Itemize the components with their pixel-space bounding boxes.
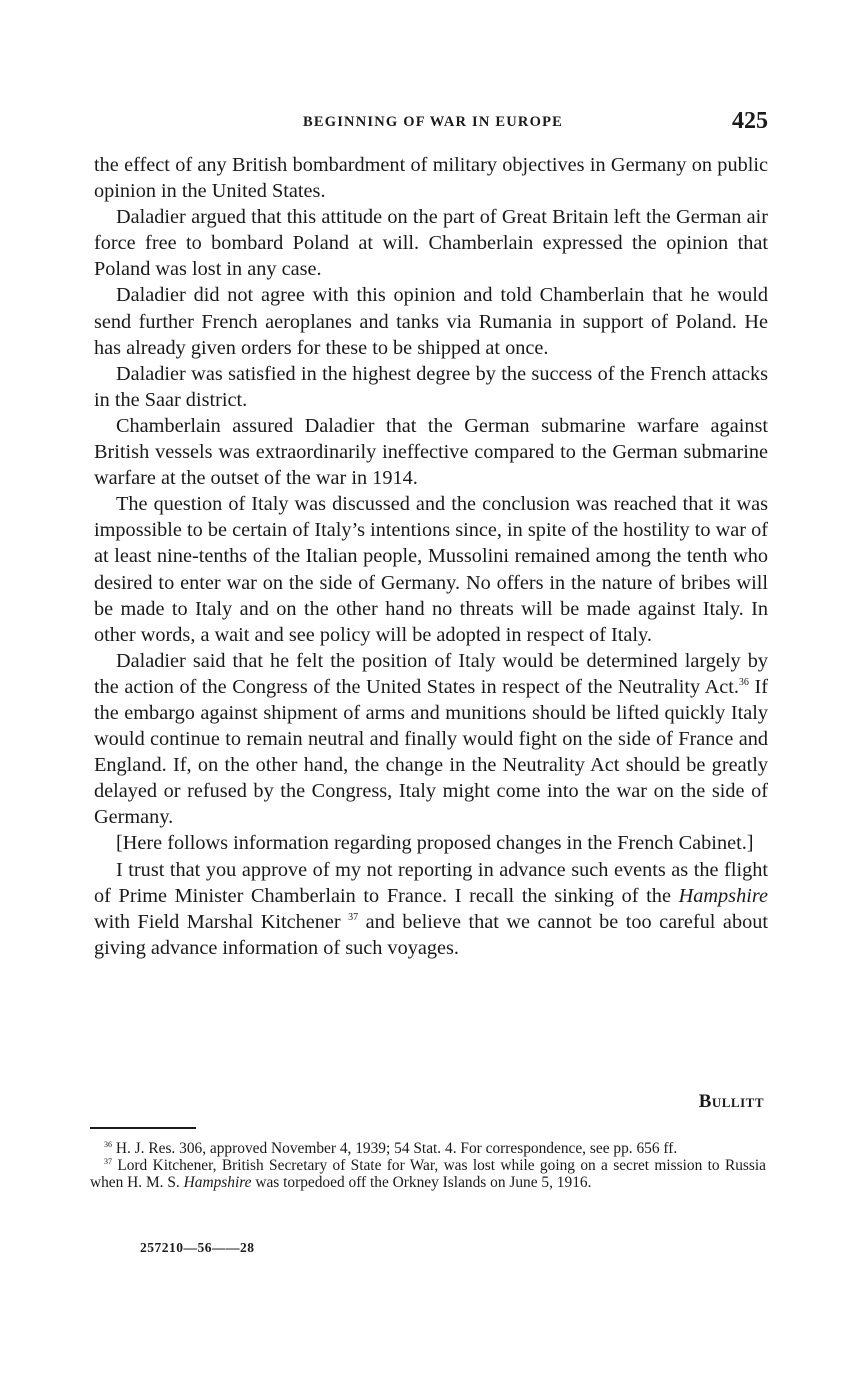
signature: Bullitt [698, 1091, 764, 1112]
footnote-mark: 36 [104, 1139, 112, 1149]
printer-code: 257210—56——28 [140, 1240, 255, 1255]
paragraph-text: and believe that we cannot be too careful about giving advance information of such voyages. [94, 910, 768, 959]
ship-name: Hampshire [678, 884, 768, 907]
paragraph-text: If the embargo against shipment of arms and munitions should be lifted quickly Italy would continue to remain neutral and finally would fight on the side of France and England. If, on the other hand, the change in the Neutrality Act should be greatly delayed or refused by the Congress, Italy might come into the war on the side of Germany. [94, 675, 768, 829]
running-head: BEGINNING OF WAR IN EUROPE [302, 114, 563, 130]
paragraph: The question of Italy was discussed and the conclusion was reached that it was impossible to be certain of Italy’s intentions since, in spite of the hostility to war of at least nine-tenths of the Italian people, Mussolini remained among the tenth who desired to enter war on the side of Germany. No offers in the nature of bribes will be made to Italy and on the other hand no threats will be made against Italy. In other words, a wait and see policy will be adopted in respect of Italy. [94, 493, 768, 646]
paragraph: Daladier did not agree with this opinion and told Chamberlain that he would send further French aeroplanes and tanks via Rumania in support of Poland. He has already given orders for these to be shipped at once. [94, 284, 768, 359]
paragraph [94, 857, 768, 961]
body-text [94, 152, 768, 961]
footnote-37 [90, 1158, 766, 1192]
ship-name: Hampshire [183, 1173, 252, 1191]
footnote-ref-36[interactable]: 36 [738, 677, 749, 689]
footnote-ref-37[interactable]: 37 [348, 911, 359, 923]
paragraph: Daladier was satisfied in the highest degree by the success of the French attacks in the Saar district. [94, 362, 768, 411]
paragraph-text: I trust that you approve of my not reporting in advance such events as the flight of Prime Minister Chamberlain to France. I recall the sinking of the [94, 858, 768, 907]
footnote-divider [90, 1127, 196, 1129]
page-number: 425 [732, 108, 768, 134]
paragraph [94, 648, 768, 831]
footnotes [90, 1141, 766, 1191]
paragraph-text: Daladier said that he felt the position of Italy would be determined largely by the action of the Congress of the United States in respect of the Neutrality Act. [94, 649, 768, 698]
footnote-text: Lord Kitchener, British Secretary of State for War, was lost while going on a secret mission to Russia when H. M. S. [90, 1156, 766, 1191]
paragraph: [Here follows information regarding proposed changes in the French Cabinet.] [116, 832, 754, 855]
paragraph: the effect of any British bombardment of military objectives in Germany on public opinion in the United States. [94, 154, 768, 203]
paragraph: Chamberlain assured Daladier that the German submarine warfare against British vessels was extraordinarily ineffective compared to the German submarine warfare at the outset of the war in 1914. [94, 414, 768, 490]
paragraph: Daladier argued that this attitude on the part of Great Britain left the German air force free to bombard Poland at will. Chamberlain expressed the opinion that Poland was lost in any case. [94, 206, 768, 281]
footnote-text: was torpedoed off the Orkney Islands on June 5, 1916. [251, 1173, 592, 1191]
footnote-mark: 37 [104, 1156, 112, 1166]
footnote-36 [90, 1141, 766, 1158]
page-header [96, 108, 770, 138]
paragraph-text: with Field Marshal Kitchener [94, 910, 349, 933]
footnote-text: H. J. Res. 306, approved November 4, 1939; 54 Stat. 4. For correspondence, see pp. 656 ff. [112, 1140, 678, 1157]
